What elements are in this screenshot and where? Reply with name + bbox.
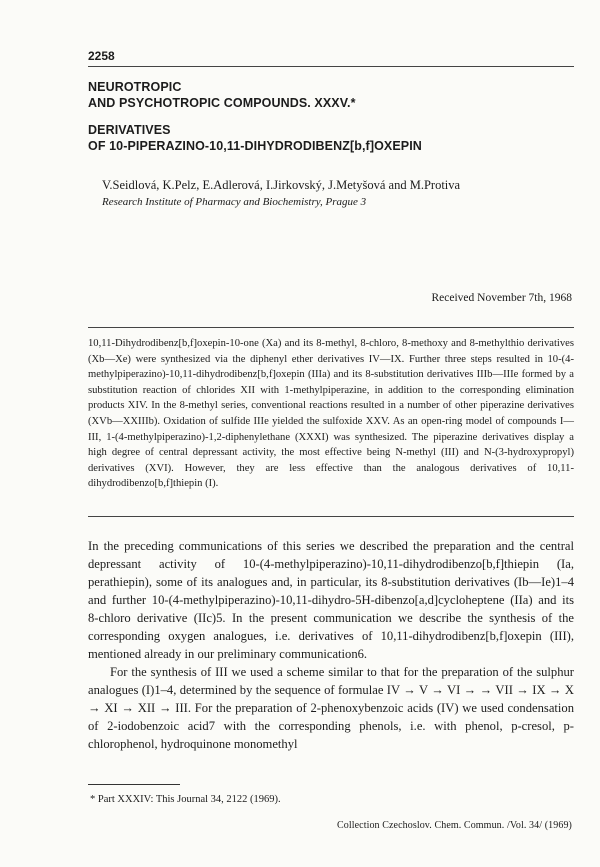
body-text — [88, 537, 574, 753]
journal-footer: Collection Czechoslov. Chem. Commun. /Vol. 34/ (1969) — [336, 820, 572, 831]
received-date: Received November 7th, 1968 — [431, 292, 572, 304]
page-number: 2258 — [88, 49, 115, 63]
title-line-2: AND PSYCHOTROPIC COMPOUNDS. XXXV.* — [88, 96, 356, 110]
header-rule — [88, 66, 574, 67]
footnote-rule — [88, 784, 180, 785]
paper-page — [88, 0, 574, 867]
title-line-1: NEUROTROPIC — [88, 80, 182, 94]
abstract-bottom-rule — [88, 516, 574, 517]
abstract: 10,11-Dihydrodibenz[b,f]oxepin-10-one (Xa) and its 8-methyl, 8-chloro, 8-methoxy and 8-methylthio derivatives (Xb—Xe) were synthesized via the diphenyl ether derivatives IV—IX. Further three steps resulted in 10-(4-methylpiperazino)-10,11-dihydrodibenz[b,f]oxepin (IIIa) and its 8-substitution derivatives IIIb—IIIe formed by a substitution reaction of chlorides XII with 1-methylpiperazine, in addition to the corresponding elimination products XIV. In the 8-methyl series, conventional reactions resulted in a number of other piperazine derivatives (XVb—XXIIIb). Oxidation of sulfide IIIe yielded the sulfoxide XXV. As an open-ring model of compounds I—III, 1-(4-methylpiperazino)-1,2-diphenylethane (XXXI) was synthesized. The piperazine derivatives display a high degree of central depressant activity, the most effective being N-methyl (III) and N-(3-hydroxypropyl) derivatives (XVI). However, they are less effective than the analogous derivatives of 10,11-dihydrodibenzo[b,f]thiepin (I). — [88, 338, 574, 490]
affiliation: Research Institute of Pharmacy and Biochemistry, Prague 3 — [102, 196, 367, 208]
author-list: V.Seidlová, K.Pelz, E.Adlerová, I.Jirkovský, J.Metyšová and M.Protiva — [102, 178, 461, 192]
abstract-top-rule — [88, 327, 574, 328]
title-line-4: OF 10-PIPERAZINO-10,11-DIHYDRODIBENZ[b,f]OXEPIN — [88, 139, 422, 153]
article-title-series — [88, 79, 574, 111]
title-line-3: DERIVATIVES — [88, 123, 171, 137]
footnote: * Part XXXIV: This Journal 34, 2122 (1969). — [90, 794, 281, 805]
body-paragraph-2: For the synthesis of III we used a scheme similar to that for the preparation of the sulphur analogues (I)1–4, determined by the sequence of formulae IV → V → VI → → VII → IX → X → XI → XII → III. For the preparation of 2-phenoxybenzoic acids (IV) we used condensation of 2-iodobenzoic acid7 with the corresponding phenols, i.e. with phenol, p-cresol, p-chlorophenol, hydroquinone monomethyl — [88, 665, 574, 751]
article-title-subject — [88, 122, 574, 154]
body-paragraph-1: In the preceding communications of this series we described the preparation and the central depressant activity of 10-(4-methylpiperazino)-10,11-dihydrodibenzo[b,f]thiepin (Ia, perathiepin), some of its analogues and, in particular, its 8-substitution derivatives (Ib—Ie)1–4 and further 10-(4-methylpiperazino)-10,11-dihydro-5H-dibenzo[a,d]cycloheptene (IIa) and its 8-chloro derivative (IIc)5. In the present communication we describe the synthesis of the corresponding oxygen analogues, i.e. derivatives of 10,11-dihydrodibenz[b,f]oxepin (III), mentioned already in our preliminary communication6. — [88, 539, 574, 661]
